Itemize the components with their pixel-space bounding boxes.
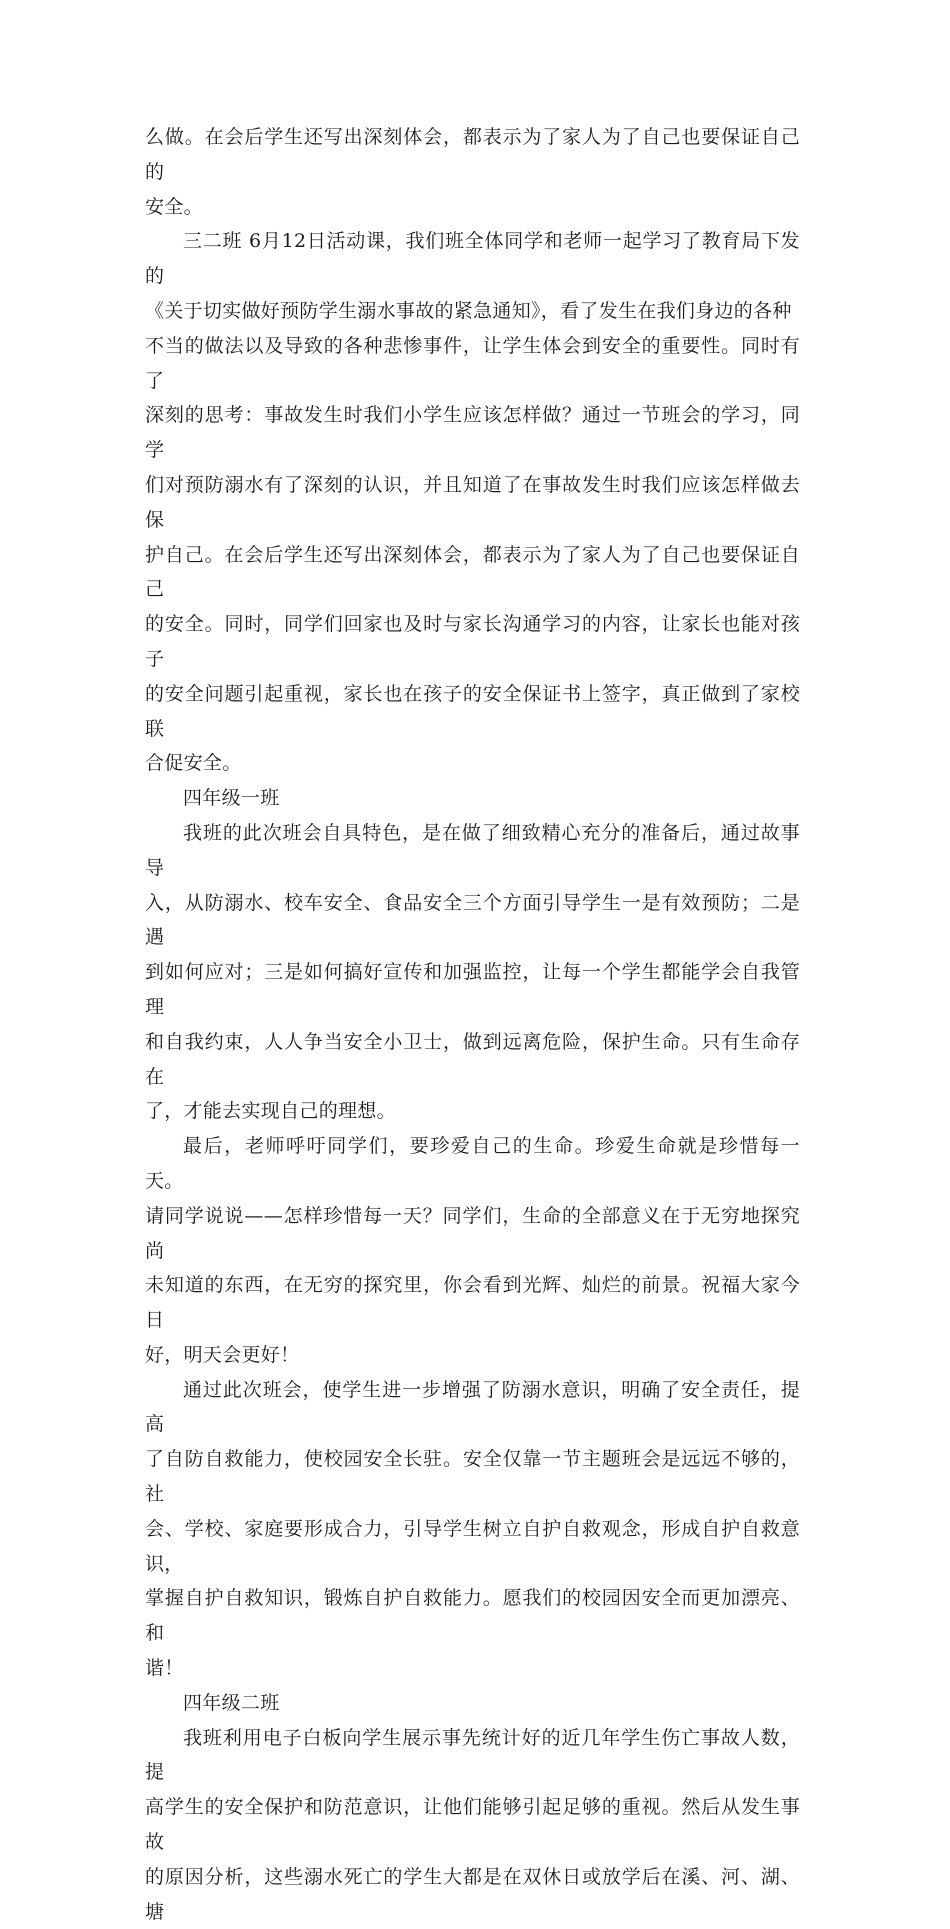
text-line: 高学生的安全保护和防范意识，让他们能够引起足够的重视。然后从发生事故 — [145, 1796, 800, 1854]
body-paragraph — [145, 224, 800, 781]
text-line: 的原因分析，这些溺水死亡的学生大都是在双休日或放学后在溪、河、湖、塘 — [145, 1865, 800, 1923]
text-line: 通过此次班会，使学生进一步增强了防溺水意识，明确了安全责任，提高 — [145, 1378, 800, 1436]
text-line: 最后，老师呼吁同学们，要珍爱自己的生命。珍爱生命就是珍惜每一天。 — [145, 1135, 800, 1192]
text-line: 的安全。同时，同学们回家也及时与家长沟通学习的内容，让家长也能对孩子 — [145, 613, 800, 670]
body-paragraph — [145, 1373, 800, 1686]
document-body — [145, 120, 800, 1929]
text-line: 三二班 6月12日活动课，我们班全体同学和老师一起学习了教育局下发的 — [145, 230, 800, 288]
text-line: 护自己。在会后学生还写出深刻体会，都表示为了家人为了自己也要保证自己 — [145, 543, 800, 601]
text-line: 到如何应对；三是如何搞好宣传和加强监控，让每一个学生都能学会自我管理 — [145, 961, 800, 1018]
text-line: 谐！ — [145, 1657, 184, 1680]
text-line: 么做。在会后学生还写出深刻体会，都表示为了家人为了自己也要保证自己的 — [145, 126, 800, 183]
text-line: 会、学校、家庭要形成合力，引导学生树立自护自救观念，形成自护自救意识， — [145, 1517, 800, 1575]
body-paragraph — [145, 816, 800, 1129]
text-line: 了自防自救能力，使校园安全长驻。安全仅靠一节主题班会是远远不够的，社 — [145, 1448, 800, 1506]
text-line: 们对预防溺水有了深刻的认识，并且知道了在事故发生时我们应该怎样做去保 — [145, 473, 800, 531]
text-line: 未知道的东西，在无穷的探究里，你会看到光辉、灿烂的前景。祝福大家今日 — [145, 1274, 800, 1332]
text-line: 请同学说说——怎样珍惜每一天？同学们，生命的全部意义在于无穷地探究尚 — [145, 1204, 800, 1262]
text-line: 安全。 — [145, 195, 203, 218]
text-line: 的安全问题引起重视，家长也在孩子的安全保证书上签字，真正做到了家校联 — [145, 682, 800, 740]
body-paragraph — [145, 1721, 800, 1929]
text-line: 掌握自护自救知识，锻炼自护自救能力。愿我们的校园因安全而更加漂亮、和 — [145, 1587, 800, 1645]
text-line: 深刻的思考：事故发生时我们小学生应该怎样做？通过一节班会的学习，同学 — [145, 404, 800, 462]
text-line: 了，才能去实现自己的理想。 — [145, 1100, 396, 1123]
section-heading — [145, 781, 800, 816]
body-paragraph — [145, 120, 800, 224]
text-line: 不当的做法以及导致的各种悲惨事件，让学生体会到安全的重要性。同时有了 — [145, 334, 800, 392]
text-line: 《关于切实做好预防学生溺水事故的紧急通知》，看了发生在我们身边的各种 — [145, 299, 792, 322]
text-line: 合促安全。 — [145, 752, 242, 775]
text-line: 四年级二班 — [183, 1691, 280, 1714]
text-line: 和自我约束，人人争当安全小卫士，做到远离危险，保护生命。只有生命存在 — [145, 1030, 800, 1088]
body-paragraph — [145, 1129, 800, 1373]
text-line: 我班利用电子白板向学生展示事先统计好的近几年学生伤亡事故人数，提 — [145, 1726, 800, 1784]
section-heading — [145, 1686, 800, 1721]
text-line: 我班的此次班会自具特色，是在做了细致精心充分的准备后，通过故事导 — [145, 821, 800, 879]
text-line: 四年级一班 — [183, 787, 280, 810]
text-line: 入，从防溺水、校车安全、食品安全三个方面引导学生一是有效预防；二是遇 — [145, 891, 800, 949]
text-line: 好，明天会更好！ — [145, 1343, 300, 1366]
